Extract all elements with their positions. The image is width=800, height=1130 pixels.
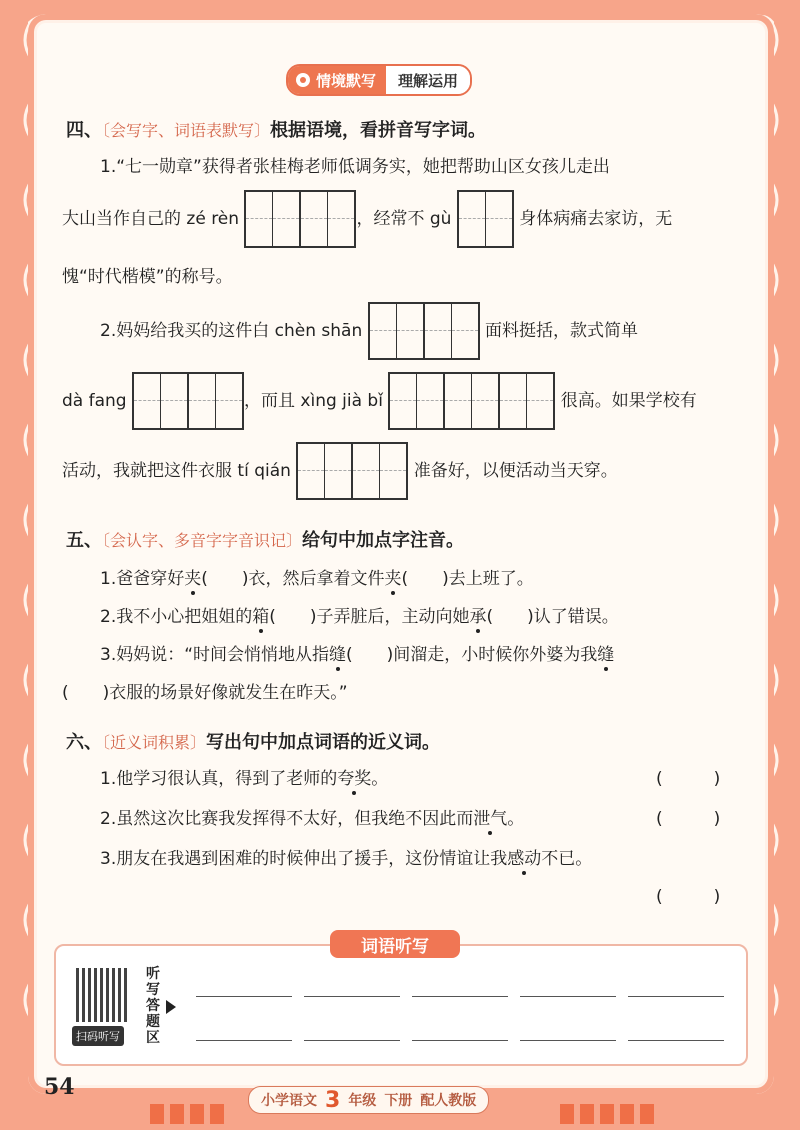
page-number: 54 — [44, 1074, 75, 1100]
dictation-blank[interactable] — [628, 996, 724, 997]
q6-line-3: 3.朋友在我遇到困难的时候伸出了援手，这份情谊让我感动不已。 — [100, 849, 593, 869]
dictation-title: 词语听写 — [330, 930, 460, 958]
pinyin-gu: gù — [429, 209, 452, 229]
dotted-char: 缝 — [329, 645, 347, 665]
dotted-char: 夹 — [184, 569, 202, 589]
q6-line-1: 1.他学习很认真，得到了老师的夸奖。 — [100, 769, 389, 789]
decorative-stripes-left — [150, 1104, 230, 1128]
qr-code-icon[interactable] — [76, 968, 130, 1022]
pinyin-zeren: zé rèn — [186, 209, 240, 229]
decorative-stripes-right — [560, 1104, 660, 1128]
q5-title: 五、〔会认字、多音字字音识记〕给句中加点字注音。 — [66, 530, 465, 551]
pinyin-xingjiabi: xìng jià bǐ — [300, 391, 383, 411]
dictation-blank[interactable] — [196, 1040, 292, 1041]
dictation-blank[interactable] — [520, 996, 616, 997]
q5-line-1: 1.爸爸穿好夹( )衣，然后拿着文件夹( )去上班了。 — [100, 569, 534, 589]
medal-icon — [296, 73, 310, 87]
dictation-blank[interactable] — [412, 996, 508, 997]
footer-banner: 小学语文 3 年级 下册 配人教版 — [248, 1086, 489, 1114]
dictation-blank[interactable] — [520, 1040, 616, 1041]
dictation-blank[interactable] — [628, 1040, 724, 1041]
pinyin-chenshan: chèn shān — [274, 321, 363, 341]
q4-line-3: 愧“时代楷模”的称号。 — [62, 267, 233, 287]
dotted-word: 泄气 — [473, 809, 508, 829]
dotted-char: 夹 — [384, 569, 402, 589]
dictation-blank[interactable] — [304, 996, 400, 997]
q4-line-4: 2.妈妈给我买的这件白 chèn shān 面料挺括，款式简单 — [100, 302, 638, 360]
q4-line-1: 1.“七一勋章”获得者张桂梅老师低调务实，她把帮助山区女孩儿走出 — [100, 157, 610, 177]
dotted-char: 箱 — [252, 607, 270, 627]
dotted-word: 感动 — [507, 849, 542, 869]
q4-line-2: 大山当作自己的 zé rèn ，经常不 gù 身体病痛去家访，无 — [62, 190, 672, 248]
q4-title: 四、〔会写字、词语表默写〕根据语境，看拼音写字词。 — [66, 120, 487, 141]
q6-answer-2[interactable]: ( ) — [656, 809, 721, 829]
dictation-blank[interactable] — [412, 1040, 508, 1041]
q5-tag: 〔会认字、多音字字音识记〕 — [102, 531, 303, 550]
q5-line-4: ( )衣服的场景好像就发生在昨天。” — [62, 683, 348, 703]
dictation-blank[interactable] — [304, 1040, 400, 1041]
qr-label: 扫码听写 — [72, 1026, 124, 1046]
q4-line-6: 活动，我就把这件衣服 tí qián 准备好，以便活动当天穿。 — [62, 442, 618, 500]
q5-line-3: 3.妈妈说：“时间会悄悄地从指缝( )间溜走，小时候你外婆为我缝 — [100, 645, 615, 665]
q6-answer-1[interactable]: ( ) — [656, 769, 721, 789]
section-header-right: 理解运用 — [386, 66, 470, 94]
dotted-char: 缝 — [597, 645, 615, 665]
answer-grid-tiqian[interactable] — [296, 442, 408, 500]
answer-grid-zeren[interactable] — [244, 190, 356, 248]
answer-grid-xingjiabi[interactable] — [388, 372, 555, 430]
q6-tag: 〔近义词积累〕 — [102, 733, 207, 752]
section-header-left: 情境默写 — [288, 66, 386, 94]
pinyin-dafang: dà fang — [62, 391, 127, 411]
answer-grid-chenshan[interactable] — [368, 302, 480, 360]
answer-area-label: 听写答题区 — [146, 966, 160, 1046]
section-header — [286, 64, 472, 96]
answer-grid-dafang[interactable] — [132, 372, 244, 430]
pinyin-tiqian: tí qián — [237, 461, 291, 481]
answer-grid-gu[interactable] — [457, 190, 514, 248]
arrow-right-icon — [166, 1000, 176, 1014]
q6-line-2: 2.虽然这次比赛我发挥得不太好，但我绝不因此而泄气。 — [100, 809, 525, 829]
q6-title: 六、〔近义词积累〕写出句中加点词语的近义词。 — [66, 732, 441, 753]
q4-tag: 〔会写字、词语表默写〕 — [102, 121, 271, 140]
dotted-char: 承 — [469, 607, 487, 627]
q5-line-2: 2.我不小心把姐姐的箱( )子弄脏后，主动向她承( )认了错误。 — [100, 607, 619, 627]
q6-answer-3[interactable]: ( ) — [656, 887, 721, 907]
dotted-word: 夸奖 — [337, 769, 372, 789]
dictation-blank[interactable] — [196, 996, 292, 997]
q4-line-5: dà fang ，而且 xìng jià bǐ 很高。如果学校有 — [62, 372, 697, 430]
